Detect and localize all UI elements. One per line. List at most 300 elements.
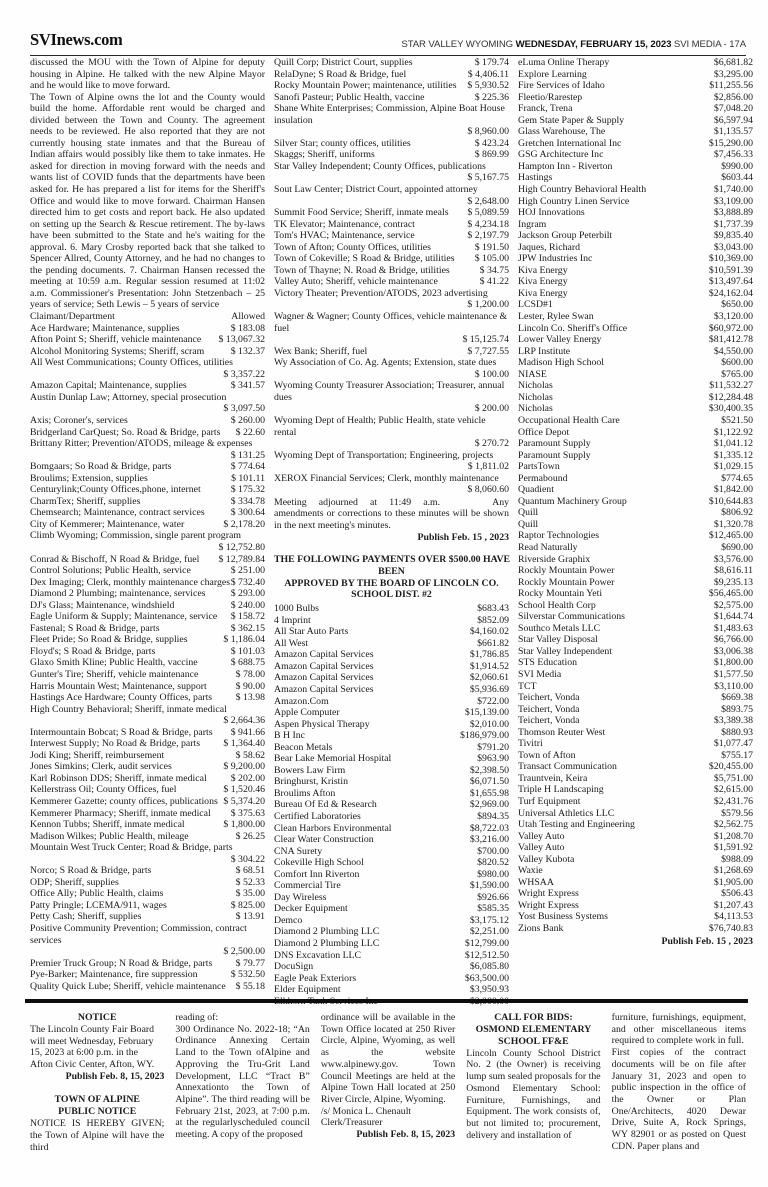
payment-name: LRP Institute [518,345,571,357]
claim-amount: $ 15,125.74 [462,334,509,346]
payment-amount: $1,842.00 [713,484,753,496]
payment-amount: $963.90 [477,753,509,765]
payment-row [274,915,509,927]
payment-row [518,57,753,69]
amendments-note: Any amendments or corrections to these minutes will be shown in the next meeting's minutes. [274,496,509,531]
payment-name: Town of Afton [518,749,576,761]
school-payments-title [274,554,509,601]
payment-name: Decker Equipment [274,903,348,915]
claim-row [274,415,509,450]
claim-row [30,958,265,970]
payment-amount: $3,216.00 [469,834,509,846]
payment-amount: $585.35 [477,903,509,915]
payment-name: Hampton Inn - Riverton [518,160,613,172]
payment-row [518,438,753,450]
claim-amount: $ 270.72 [474,438,509,450]
payment-row [518,265,753,277]
payment-name: High Country Behavioral Health [518,184,647,196]
payment-row [518,461,753,473]
payment-row [518,773,753,785]
payment-amount: $60,972.00 [708,322,753,334]
payment-amount: $774.65 [721,472,753,484]
payment-name: School Health Corp [518,599,596,611]
payment-name: Star Valley Independent [518,645,612,657]
payment-amount: $1,029.15 [713,461,753,473]
claim-row [30,380,265,392]
payment-row [518,138,753,150]
claim-amount: $ 52.33 [235,876,265,888]
payment-row [518,311,753,323]
payment-row [518,380,753,392]
claim-row [30,646,265,658]
payment-amount: $4,160.02 [469,626,509,638]
payment-row [274,880,509,892]
payment-amount: $186,979.00 [460,730,509,742]
payment-row [274,649,509,661]
claim-amount: $ 105.00 [474,253,509,265]
payment-name: Utah Testing and Engineering [518,819,635,831]
claim-row [274,92,509,104]
column-middle [274,57,509,1007]
payment-amount: $15,139.00 [464,707,509,719]
claim-row [30,600,265,612]
payment-name: Fire Services of Idaho [518,80,605,92]
payment-amount: $669.38 [721,692,753,704]
claim-amount: $ 13.98 [235,692,265,704]
notice-paragraph: Afton Civic Center, Afton, WY. [30,1059,155,1071]
school-publish-line: Publish Feb. 15 , 2023 [661,935,753,947]
claim-name: Jodi King; Sheriff, reimbursement [30,749,165,761]
payment-name: 4 Imprint [274,614,311,626]
claim-row [30,461,265,473]
payment-row [518,530,753,542]
notice-paragraph: ordinance will be available in the Town Office located at 250 River Circle, Alpine, Wyoming, as well as the website www.alpinewy.gov. Town Council Meetings are held at the Alpine Town Hall located at 250 River Circle, Alpine, Wyoming. [320,1012,456,1105]
payment-name: Valley Kubota [518,853,575,865]
payment-row [274,753,509,765]
payment-name: High Country Linen Service [518,195,630,207]
payment-name: Quill [518,518,539,530]
payment-amount: $880.93 [721,726,753,738]
payment-amount: $76,740.83 [708,923,753,935]
notice-column [466,1012,600,1153]
claim-row [274,473,509,496]
claim-amount: $ 2,648.00 [467,195,509,207]
payment-row [518,450,753,462]
claim-amount: $ 688.75 [230,657,265,669]
claim-amount: $ 132.37 [230,345,265,357]
payment-row [518,923,753,935]
payment-row [518,657,753,669]
payment-name: Valley Auto [518,842,565,854]
payment-amount: $661.82 [477,637,509,649]
payment-name: GSG Architecture Inc [518,149,604,161]
payment-row [274,696,509,708]
payment-amount: $5,751.00 [713,772,753,784]
claim-name: High Country Behavioral; Sheriff, inmate medical [30,703,227,715]
payment-row [518,403,753,415]
claim-amount: $ 200.00 [474,403,509,415]
claim-name: DJ's Glass; Maintenance, windshield [30,599,175,611]
claim-amount: $ 41.22 [479,276,509,288]
payment-row [518,334,753,346]
payment-amount: $1,335.12 [713,449,753,461]
claim-row [30,323,265,335]
school-payments-part2 [518,57,753,935]
payment-amount: $690.00 [721,541,753,553]
claim-amount: $ 334.78 [230,495,265,507]
payment-row [518,346,753,358]
claim-amount: $ 9,200.00 [223,761,265,773]
claim-name: Norco; S Road & Bridge, parts [30,865,152,877]
payment-amount: $3,175.12 [469,914,509,926]
payment-name: Bear Lake Memorial Hospital [274,753,392,765]
payment-name: Nicholas [518,380,553,392]
notice-heading: OSMOND ELEMENTARY [475,1023,592,1035]
payment-amount: $2,615.00 [713,784,753,796]
payment-amount: $603.44 [721,172,753,184]
claim-name: Petty Cash; Sheriff, supplies [30,911,142,923]
claim-row [30,750,265,762]
claim-name: Town of Thayne; N. Road & Bridge, utilities [274,264,450,276]
payment-name: Broulims Afton [274,787,336,799]
notice-paragraph: Clerk/Treasurer [320,1117,383,1129]
claim-row [30,681,265,693]
payment-name: WHSAA [518,876,554,888]
claim-row [274,219,509,231]
adjournment-time: Meeting adjourned at 11:49 a.m. [274,496,441,508]
claim-row [30,438,265,461]
claim-name: Centurylink;County Offices,phone, internet [30,484,201,496]
payment-row [518,588,753,600]
payment-amount: $755.17 [721,749,753,761]
payment-amount: $1,207.43 [713,899,753,911]
claim-amount: $ 7,727.55 [467,345,509,357]
claim-amount: $ 5,089.59 [467,207,509,219]
payment-amount: $579.56 [721,807,753,819]
payment-name: Kiva Energy [518,287,568,299]
payment-name: Aspen Physical Therapy [274,718,370,730]
claim-name: Mountain West Truck Center; Road & Bridge, parts [30,842,233,854]
claim-row [274,288,509,311]
claim-row [30,831,265,843]
claim-row [274,242,509,254]
payment-name: Demco [274,914,303,926]
payment-name: Tivitri [518,738,543,750]
payment-name: Elder Equipment [274,984,341,996]
payment-name: SVI Media [518,668,562,680]
payment-name: Riverside Graphix [518,553,591,565]
claim-row [274,346,509,358]
payment-row [274,742,509,754]
payment-amount: $1,208.70 [713,830,753,842]
claim-row [274,184,509,207]
payment-row [518,115,753,127]
payment-row [518,761,753,773]
claim-amount: $ 68.51 [235,865,265,877]
claim-amount: $ 183.08 [230,322,265,334]
payment-amount: $988.09 [721,853,753,865]
notice-paragraph: furniture, furnishings, equipment, and other miscellaneous items required to complete work in full. [611,1012,747,1047]
claim-name: Wyoming Dept of Health; Public Health, state vehicle rental [274,414,486,438]
claim-amount: $ 5,374.20 [223,796,265,807]
payment-name: Read Naturally [518,541,578,553]
payment-name: Madison High School [518,357,604,369]
payment-name: Triple H Landscaping [518,784,604,796]
claim-name: Hastings Ace Hardware; County Offices, parts [30,692,213,704]
claim-amount: $ 101.03 [230,645,265,657]
claim-row [30,819,265,831]
claim-name: TK Elevator; Maintenance, contract [274,218,415,230]
payment-row [274,926,509,938]
payment-amount: $894.35 [477,811,509,822]
claim-amount: $ 5,167.75 [467,172,509,184]
payment-name: Comfort Inn Riverton [274,868,360,880]
claim-row [274,138,509,150]
claim-amount: $ 2,178.20 [223,518,265,530]
claim-name: Shane White Enterprises; Commission, Alpine Boat House insulation [274,103,505,126]
claim-name: Harris Mountain West; Maintenance, support [30,680,207,692]
payment-row [518,519,753,531]
payment-amount: $2,431.76 [713,796,753,807]
payment-name: NIASE [518,368,547,380]
notice-paragraph: reading of: [175,1012,219,1023]
claim-name: Silver Star; county offices, utilities [274,137,411,149]
payment-row [518,704,753,716]
payment-name: Zions Bank [518,923,564,935]
claims-table-header [30,311,265,323]
payment-amount: $1,041.12 [713,438,753,450]
payment-name: Permabound [518,472,568,484]
payment-amount: $2,575.00 [713,599,753,611]
payment-amount: $2,251.00 [469,926,509,938]
payment-row [274,684,509,696]
payment-amount: $11,255.56 [709,80,753,92]
claim-amount: $ 304.22 [230,853,265,865]
payment-name: Bringhurst, Kristin [274,776,349,788]
payment-name: Jaques, Richard [518,241,581,253]
notice-block [466,1012,600,1141]
claim-row [30,969,265,981]
payment-name: Ingram [518,218,547,230]
claim-name: Kemmerer Gazette; county offices, publications [30,796,218,807]
payment-row [518,161,753,173]
claim-row [30,415,265,427]
payment-row [518,172,753,184]
masthead-logo: SVInews.com [30,30,123,49]
payment-amount: $3,120.00 [713,311,753,323]
claim-name: Victory Theater; Prevention/ATODS, 2023 advertising [274,287,488,299]
payment-amount: $852.09 [477,614,509,626]
payment-amount: $722.00 [477,695,509,707]
payment-row [518,92,753,104]
payment-row [518,669,753,681]
payment-name: Turf Equipment [518,796,581,807]
payment-row [518,288,753,300]
notice-column [612,1012,746,1153]
payment-name: DNS Excavation LLC [274,949,362,961]
claim-row [274,450,509,473]
claim-amount: $ 26.25 [235,830,265,842]
notice-block [321,1012,455,1141]
payment-row [274,892,509,904]
payment-name: Diamond 2 Plumbing LLC [274,938,380,950]
payment-name: Wright Express [518,899,579,911]
claim-row [274,149,509,161]
claim-name: Star Valley Independent; County Offices, publications [274,160,486,172]
payment-row [518,808,753,820]
payment-name: CNA Surety [274,845,323,857]
notice-publish-line: Publish Feb. 8, 15, 2023 [356,1129,456,1141]
payment-name: Glass Warehouse, The [518,126,606,138]
payment-name: Lincoln Co. Sheriff's Office [518,322,628,334]
payment-name: PartsTown [518,461,560,473]
claim-name: Quality Quick Lube; Sheriff, vehicle maintenance [30,980,226,992]
payment-name: Valley Auto [518,830,565,842]
claim-row [274,207,509,219]
payment-row [518,750,753,762]
payment-row [518,415,753,427]
payment-name: Hastings [518,172,553,184]
notice-column [321,1012,455,1153]
payment-amount: $63,500.00 [464,972,509,984]
claim-row [30,761,265,773]
payment-row [518,473,753,485]
claim-name: Karl Robinson DDS; Sheriff, inmate medical [30,772,207,784]
payment-amount: $1,786.85 [469,649,509,661]
claim-name: Town of Afton; County Offices, utilities [274,241,431,253]
payment-row [274,626,509,638]
payment-name: Nicholas [518,391,553,403]
payment-name: Nicholas [518,403,553,415]
minutes-publish-line: Publish Feb. 15 , 2023 [417,532,509,544]
claim-row [30,577,265,589]
claim-amount: $ 1,364.40 [223,738,265,750]
claim-row [30,634,265,646]
claim-name: Fastenal; S Road & Bridge, parts [30,622,160,634]
claim-name: Afton Point S; Sheriff, vehicle maintenance [30,334,202,346]
payment-name: B H Inc [274,730,306,742]
payment-row [274,857,509,869]
claim-row [274,357,509,380]
payment-amount: $1,320.78 [713,518,753,530]
claim-amount: $ 1,800.00 [223,819,265,831]
notice-heading: TOWN OF ALPINE [54,1094,140,1106]
school-payments-part1 [274,603,509,1007]
payment-row [518,369,753,381]
payment-row [518,276,753,288]
payment-row [518,507,753,519]
notice-publish-line: Publish Feb. 8, 15, 2023 [65,1070,165,1082]
claim-name: Jones Simkins; Clerk, audit services [30,761,172,773]
claim-name: Diamond 2 Plumbing; maintenance, services [30,588,206,600]
claim-amount: $ 12,789.84 [218,553,265,565]
payment-name: Teichert, Vonda [518,692,580,704]
payment-name: Lester, Rylee Swan [518,311,594,323]
payment-row [274,903,509,915]
payment-amount: $24,162.04 [708,287,753,299]
payment-row [518,577,753,589]
payment-row [274,799,509,811]
payment-amount: $2,969.00 [469,799,509,811]
claim-row [30,611,265,623]
main-columns [30,57,753,1007]
claim-row [274,57,509,69]
claim-amount: $ 202.00 [230,772,265,784]
payment-row [518,69,753,81]
claim-name: Eagle Uniform & Supply; Maintenance, service [30,611,218,623]
payment-amount: $1,740.00 [713,184,753,196]
payment-row [518,623,753,635]
payment-amount: $9,835.40 [713,230,753,242]
claim-row [30,623,265,635]
claim-amount: $ 8,060.60 [467,484,509,496]
payment-amount: $8,616.11 [714,565,753,577]
payment-name: Kiva Energy [518,276,568,288]
claim-row [30,357,265,380]
claim-row [274,265,509,277]
payment-row [274,846,509,858]
payment-name: Franck, Trena [518,103,573,115]
notice-block [30,1012,164,1082]
claim-amount: $ 2,664.36 [223,715,265,727]
claim-amount: $ 1,200.00 [467,299,509,311]
payment-name: Lower Valley Energy [518,334,602,346]
claim-amount: $ 1,811.02 [467,461,509,473]
claim-row [30,727,265,739]
notice-block [612,1012,746,1152]
claim-amount: $ 225.36 [474,91,509,103]
column-left [30,57,265,1007]
claim-row [30,704,265,727]
payment-amount: $12,799.00 [464,938,509,950]
claim-row [274,276,509,288]
claim-amount: $ 941.66 [230,726,265,738]
claim-amount: $ 251.00 [230,565,265,577]
claim-amount: $ 260.00 [230,414,265,426]
payment-row [518,877,753,889]
notice-paragraph: NOTICE IS HEREBY GIVEN; the Town of Alpine will have the third [30,1118,165,1153]
payment-name: Universal Athletics LLC [518,807,615,819]
payment-name: Waxie [518,865,543,877]
payment-name: Bowers Law Firm [274,764,346,776]
school-title-line: BEEN [378,565,405,577]
claim-name: Sout Law Center; District Court, appointed attorney [274,184,478,196]
payment-row [274,672,509,684]
claim-amount: $ 191.50 [474,241,509,253]
payment-amount: $1,914.52 [469,660,509,672]
payment-amount: $1,122.92 [713,426,753,438]
payment-name: All West [274,637,309,649]
notice-block [30,1094,164,1153]
payment-name: TCT [518,680,537,692]
payment-amount: $6,766.00 [713,634,753,646]
payment-name: Teichert, Vonda [518,703,580,715]
payment-amount: $3,576.00 [713,553,753,565]
payment-row [518,80,753,92]
claim-name: Alcohol Monitoring Systems; Sheriff, scram [30,345,205,357]
claim-amount: $ 158.72 [230,611,265,623]
school-title-line: THE FOLLOWING PAYMENTS OVER $500.00 HAVE [274,553,511,565]
claim-amount: $ 34.75 [479,264,509,276]
payment-name: Amazon Capital Services [274,660,374,672]
payment-row [274,938,509,950]
payment-row [274,973,509,985]
claim-name: All West Communications; County Offices, utilities [30,357,233,369]
payment-amount: $980.00 [477,868,509,880]
claim-amount: $ 2,500.00 [223,946,265,958]
minutes-paragraph: discussed the MOU with the Town of Alpine for deputy housing in Alpine. He talked with the new Alpine Mayor and he would like to move forward. [30,57,265,92]
notice-block [175,1012,309,1141]
